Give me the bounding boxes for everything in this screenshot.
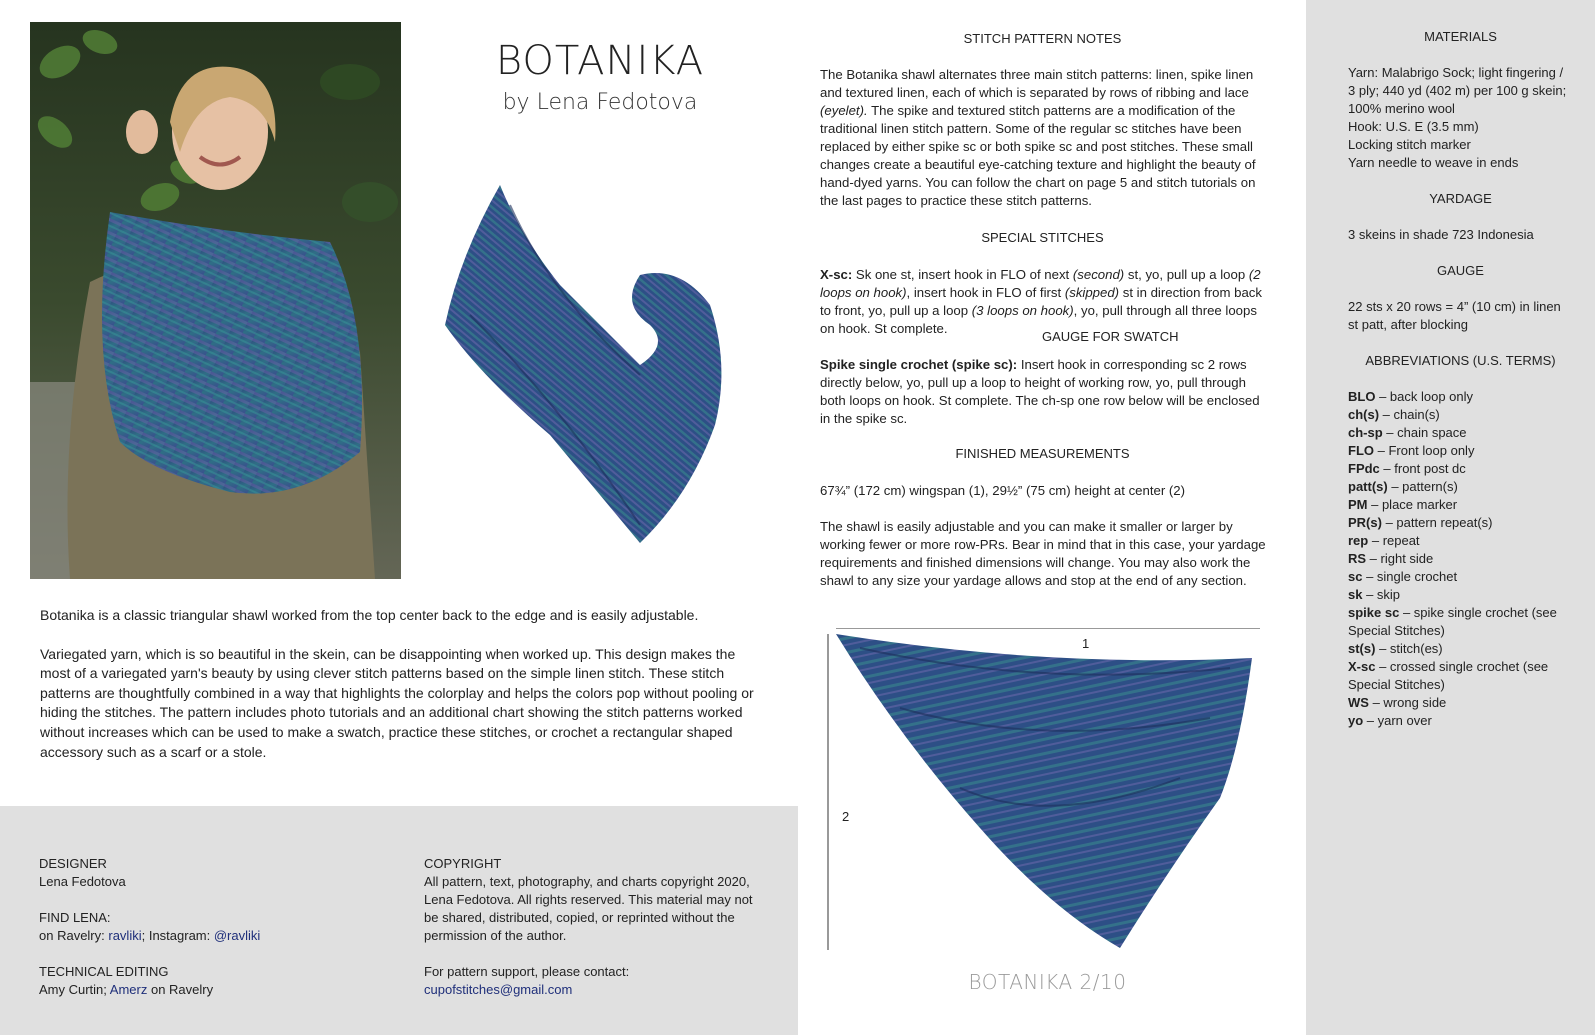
credits-panel	[0, 806, 798, 1035]
title-block	[420, 38, 780, 115]
abbreviation-item	[1348, 442, 1573, 460]
tech-edit-group	[39, 963, 399, 999]
model-photo	[30, 22, 401, 579]
abbreviation-term: RS	[1348, 551, 1367, 566]
intro-paragraph-2: Variegated yarn, which is so beautiful in the skein, can be disappointing when worked up. This design makes the most of a variegated yarn's beauty by using clever stitch patterns based on the simple linen stitch. These stitch patterns are thoughtfully combined in a way that highlights the colorplay and helps the colors pop without pooling or hiding the stitches. The pattern includes photo tutorials and an additional chart showing the stitch patterns worked without increases which can be used to make a swatch, practice these stitches, or crochet a rectangular shaped accessory such as a scarf or a stole.	[40, 645, 754, 760]
tech-edit-prefix: Amy Curtin;	[39, 982, 110, 997]
tech-edit-suffix: on Ravelry	[147, 982, 214, 997]
abbreviation-item	[1348, 550, 1573, 568]
credits-right	[424, 855, 764, 1017]
page-number: BOTANIKA 2/10	[968, 970, 1127, 994]
middle-column	[820, 0, 1285, 1035]
abbreviation-term: rep	[1348, 533, 1369, 548]
gauge-swatch-heading: GAUGE FOR SWATCH	[1042, 329, 1179, 344]
materials-item: Yarn: Malabrigo Sock; light fingering / 3 ply; 440 yd (402 m) per 100 g skein; 100% merino wool	[1348, 65, 1567, 116]
stitch-notes-heading: STITCH PATTERN NOTES	[963, 31, 1122, 46]
abbreviation-item	[1348, 532, 1573, 550]
abbreviation-term: FPdc	[1348, 461, 1380, 476]
abbreviation-term: st(s)	[1348, 641, 1376, 656]
abbreviation-term: PM	[1348, 497, 1368, 512]
stitch-notes-italic: (eyelet).	[820, 103, 868, 118]
find-group	[39, 909, 399, 945]
xsc-text-1: Sk one st, insert hook in FLO of next	[852, 267, 1073, 282]
find-prefix: on Ravelry:	[39, 928, 109, 943]
abbreviation-item	[1348, 586, 1573, 604]
abbreviation-definition: – right side	[1366, 551, 1434, 566]
height-label: 2	[842, 809, 850, 824]
xsc-italic-2: (2 loops on hook)	[820, 267, 1261, 300]
abbreviation-definition: – spike single crochet (see Special Stitches)	[1348, 605, 1557, 638]
abbreviation-definition: – skip	[1362, 587, 1401, 602]
xsc-text-3: , insert hook in FLO of first	[906, 285, 1065, 300]
materials-list	[1348, 64, 1573, 172]
abbreviation-definition: – back loop only	[1375, 389, 1474, 404]
abbreviation-definition: – chain(s)	[1379, 407, 1440, 422]
pattern-byline: by Lena Fedotova	[502, 90, 698, 115]
abbreviation-item	[1348, 478, 1573, 496]
abbreviations-list	[1348, 388, 1573, 730]
support-group	[424, 963, 764, 999]
support-email-link[interactable]: cupofstitches@gmail.com	[424, 982, 573, 997]
special-stitches-heading: SPECIAL STITCHES	[981, 230, 1104, 245]
copyright-label: COPYRIGHT	[424, 856, 502, 871]
shawl-dimension-diagram	[820, 628, 1280, 968]
abbreviation-definition: – place marker	[1367, 497, 1458, 512]
abbreviation-term: PR(s)	[1348, 515, 1382, 530]
abbreviation-item	[1348, 496, 1573, 514]
find-line	[39, 927, 399, 945]
abbreviation-item	[1348, 424, 1573, 442]
abbreviation-term: BLO	[1348, 389, 1376, 404]
abbreviation-definition: – stitch(es)	[1375, 641, 1443, 656]
abbreviation-definition: – single crochet	[1362, 569, 1458, 584]
abbreviation-definition: – front post dc	[1379, 461, 1466, 476]
abbreviation-definition: – Front loop only	[1374, 443, 1475, 458]
abbreviation-item	[1348, 568, 1573, 586]
finished-measurements-heading: FINISHED MEASUREMENTS	[955, 446, 1130, 461]
pattern-title: BOTANIKA	[495, 38, 705, 84]
xsc-italic-1: (second)	[1072, 267, 1125, 282]
find-label: FIND LENA:	[39, 910, 111, 925]
ravelry-link[interactable]: ravliki	[108, 928, 142, 943]
abbreviation-term: WS	[1348, 695, 1369, 710]
materials-item: Yarn needle to weave in ends	[1348, 155, 1519, 170]
support-text: For pattern support, please contact:	[424, 964, 630, 979]
abbreviation-term: sk	[1348, 587, 1363, 602]
abbreviation-item	[1348, 640, 1573, 658]
sidebar-content	[1348, 28, 1573, 748]
abbreviation-item	[1348, 406, 1573, 424]
abbreviation-term: ch(s)	[1348, 407, 1380, 422]
designer-group	[39, 855, 399, 891]
abbreviation-item	[1348, 712, 1573, 730]
yardage-text: 3 skeins in shade 723 Indonesia	[1348, 227, 1534, 242]
credits-left	[39, 855, 399, 1017]
spike-sc-definition	[820, 356, 1272, 428]
gauge-heading: GAUGE	[1437, 263, 1484, 278]
intro-paragraph-1: Botanika is a classic triangular shawl worked from the top center back to the edge and is easily adjustable.	[40, 607, 699, 623]
shawl-photo	[440, 175, 740, 560]
abbreviation-definition: – pattern repeat(s)	[1381, 515, 1493, 530]
spike-sc-text: Insert hook in corresponding sc 2 rows directly below, yo, pull up a loop to height of working row, yo, pull through both loops on hook. St complete. The ch-sp one row below will be enclosed in the spike sc.	[820, 357, 1260, 426]
abbreviation-item	[1348, 658, 1573, 694]
model-photo-illustration	[30, 22, 401, 579]
spike-sc-term: Spike single crochet (spike sc):	[820, 357, 1018, 372]
abbreviation-term: ch-sp	[1348, 425, 1383, 440]
abbreviation-item	[1348, 604, 1573, 640]
copyright-text: All pattern, text, photography, and charts copyright 2020, Lena Fedotova. All rights reserved. This material may not be shared, distributed, copied, or reprinted without the permission of the author.	[424, 874, 753, 943]
shawl-photo-illustration	[440, 175, 740, 560]
abbreviation-item	[1348, 460, 1573, 478]
tech-edit-line	[39, 981, 399, 999]
abbreviation-item	[1348, 514, 1573, 532]
stitch-notes-part-b: The spike and textured stitch patterns are a modification of the traditional linen stitch pattern. Some of the regular sc stitches have been replaced by either spike sc or both spike sc and post stitches. These small changes create a beautiful eye-catching texture and highlight the beauty of hand-dyed yarns. You can follow the chart on page 5 and stitch tutorials on the last pages to practice these stitch patterns.	[820, 103, 1256, 208]
yardage-heading: YARDAGE	[1429, 191, 1492, 206]
xsc-text-2: st, yo, pull up a loop	[1124, 267, 1249, 282]
xsc-term: X-sc:	[820, 267, 853, 282]
abbreviation-term: yo	[1348, 713, 1364, 728]
abbreviation-definition: – wrong side	[1368, 695, 1447, 710]
abbreviation-definition: – repeat	[1368, 533, 1420, 548]
wingspan-label: 1	[1082, 636, 1090, 651]
stitch-notes-part-a: The Botanika shawl alternates three main stitch patterns: linen, spike linen and textured linen, each of which is separated by rows of ribbing and lace	[820, 67, 1254, 100]
xsc-italic-4: (3 loops on hook)	[971, 303, 1074, 318]
abbreviation-definition: – chain space	[1382, 425, 1467, 440]
tech-edit-label: TECHNICAL EDITING	[39, 964, 169, 979]
abbreviation-term: sc	[1348, 569, 1363, 584]
materials-item: Locking stitch marker	[1348, 137, 1471, 152]
designer-label: DESIGNER	[39, 856, 107, 871]
find-mid: ; Instagram:	[141, 928, 214, 943]
amerz-link[interactable]: Amerz	[109, 982, 148, 997]
abbreviation-term: spike sc	[1348, 605, 1400, 620]
finished-note: The shawl is easily adjustable and you can make it smaller or larger by working fewer or more row-PRs. Bear in mind that in this case, your yardage requirements and finished dimensions will change. You may also work the shawl to any size your yardage allows and stop at the end of any section.	[820, 519, 1266, 588]
stitch-notes-text	[820, 66, 1268, 210]
copyright-group	[424, 855, 764, 945]
dimension-diagram-svg	[820, 628, 1280, 968]
abbreviations-heading: ABBREVIATIONS (U.S. TERMS)	[1365, 353, 1556, 368]
xsc-definition	[820, 266, 1272, 338]
xsc-text-4: st in direction from back to front, yo, pull up a loop	[820, 285, 1262, 318]
materials-heading: MATERIALS	[1424, 29, 1497, 44]
designer-name: Lena Fedotova	[39, 874, 126, 889]
finished-dimensions: 67¾” (172 cm) wingspan (1), 29½” (75 cm) height at center (2)	[820, 483, 1186, 498]
abbreviation-definition: – yarn over	[1363, 713, 1432, 728]
xsc-italic-3: (skipped)	[1064, 285, 1120, 300]
abbreviation-term: X-sc	[1348, 659, 1376, 674]
right-sidebar	[1306, 0, 1595, 1035]
intro-text	[40, 606, 760, 781]
gauge-text: 22 sts x 20 rows = 4” (10 cm) in linen st patt, after blocking	[1348, 299, 1561, 332]
abbreviation-term: patt(s)	[1348, 479, 1388, 494]
materials-item: Hook: U.S. E (3.5 mm)	[1348, 119, 1479, 134]
instagram-link[interactable]: @ravliki	[213, 928, 261, 943]
abbreviation-definition: – pattern(s)	[1387, 479, 1458, 494]
xsc-text-5: , yo, pull through all three loops on hook. St complete.	[820, 303, 1257, 336]
abbreviation-item	[1348, 694, 1573, 712]
abbreviation-item	[1348, 388, 1573, 406]
abbreviation-definition: – crossed single crochet (see Special Stitches)	[1348, 659, 1549, 692]
shawl-flat-shape	[836, 634, 1252, 948]
abbreviation-term: FLO	[1348, 443, 1374, 458]
